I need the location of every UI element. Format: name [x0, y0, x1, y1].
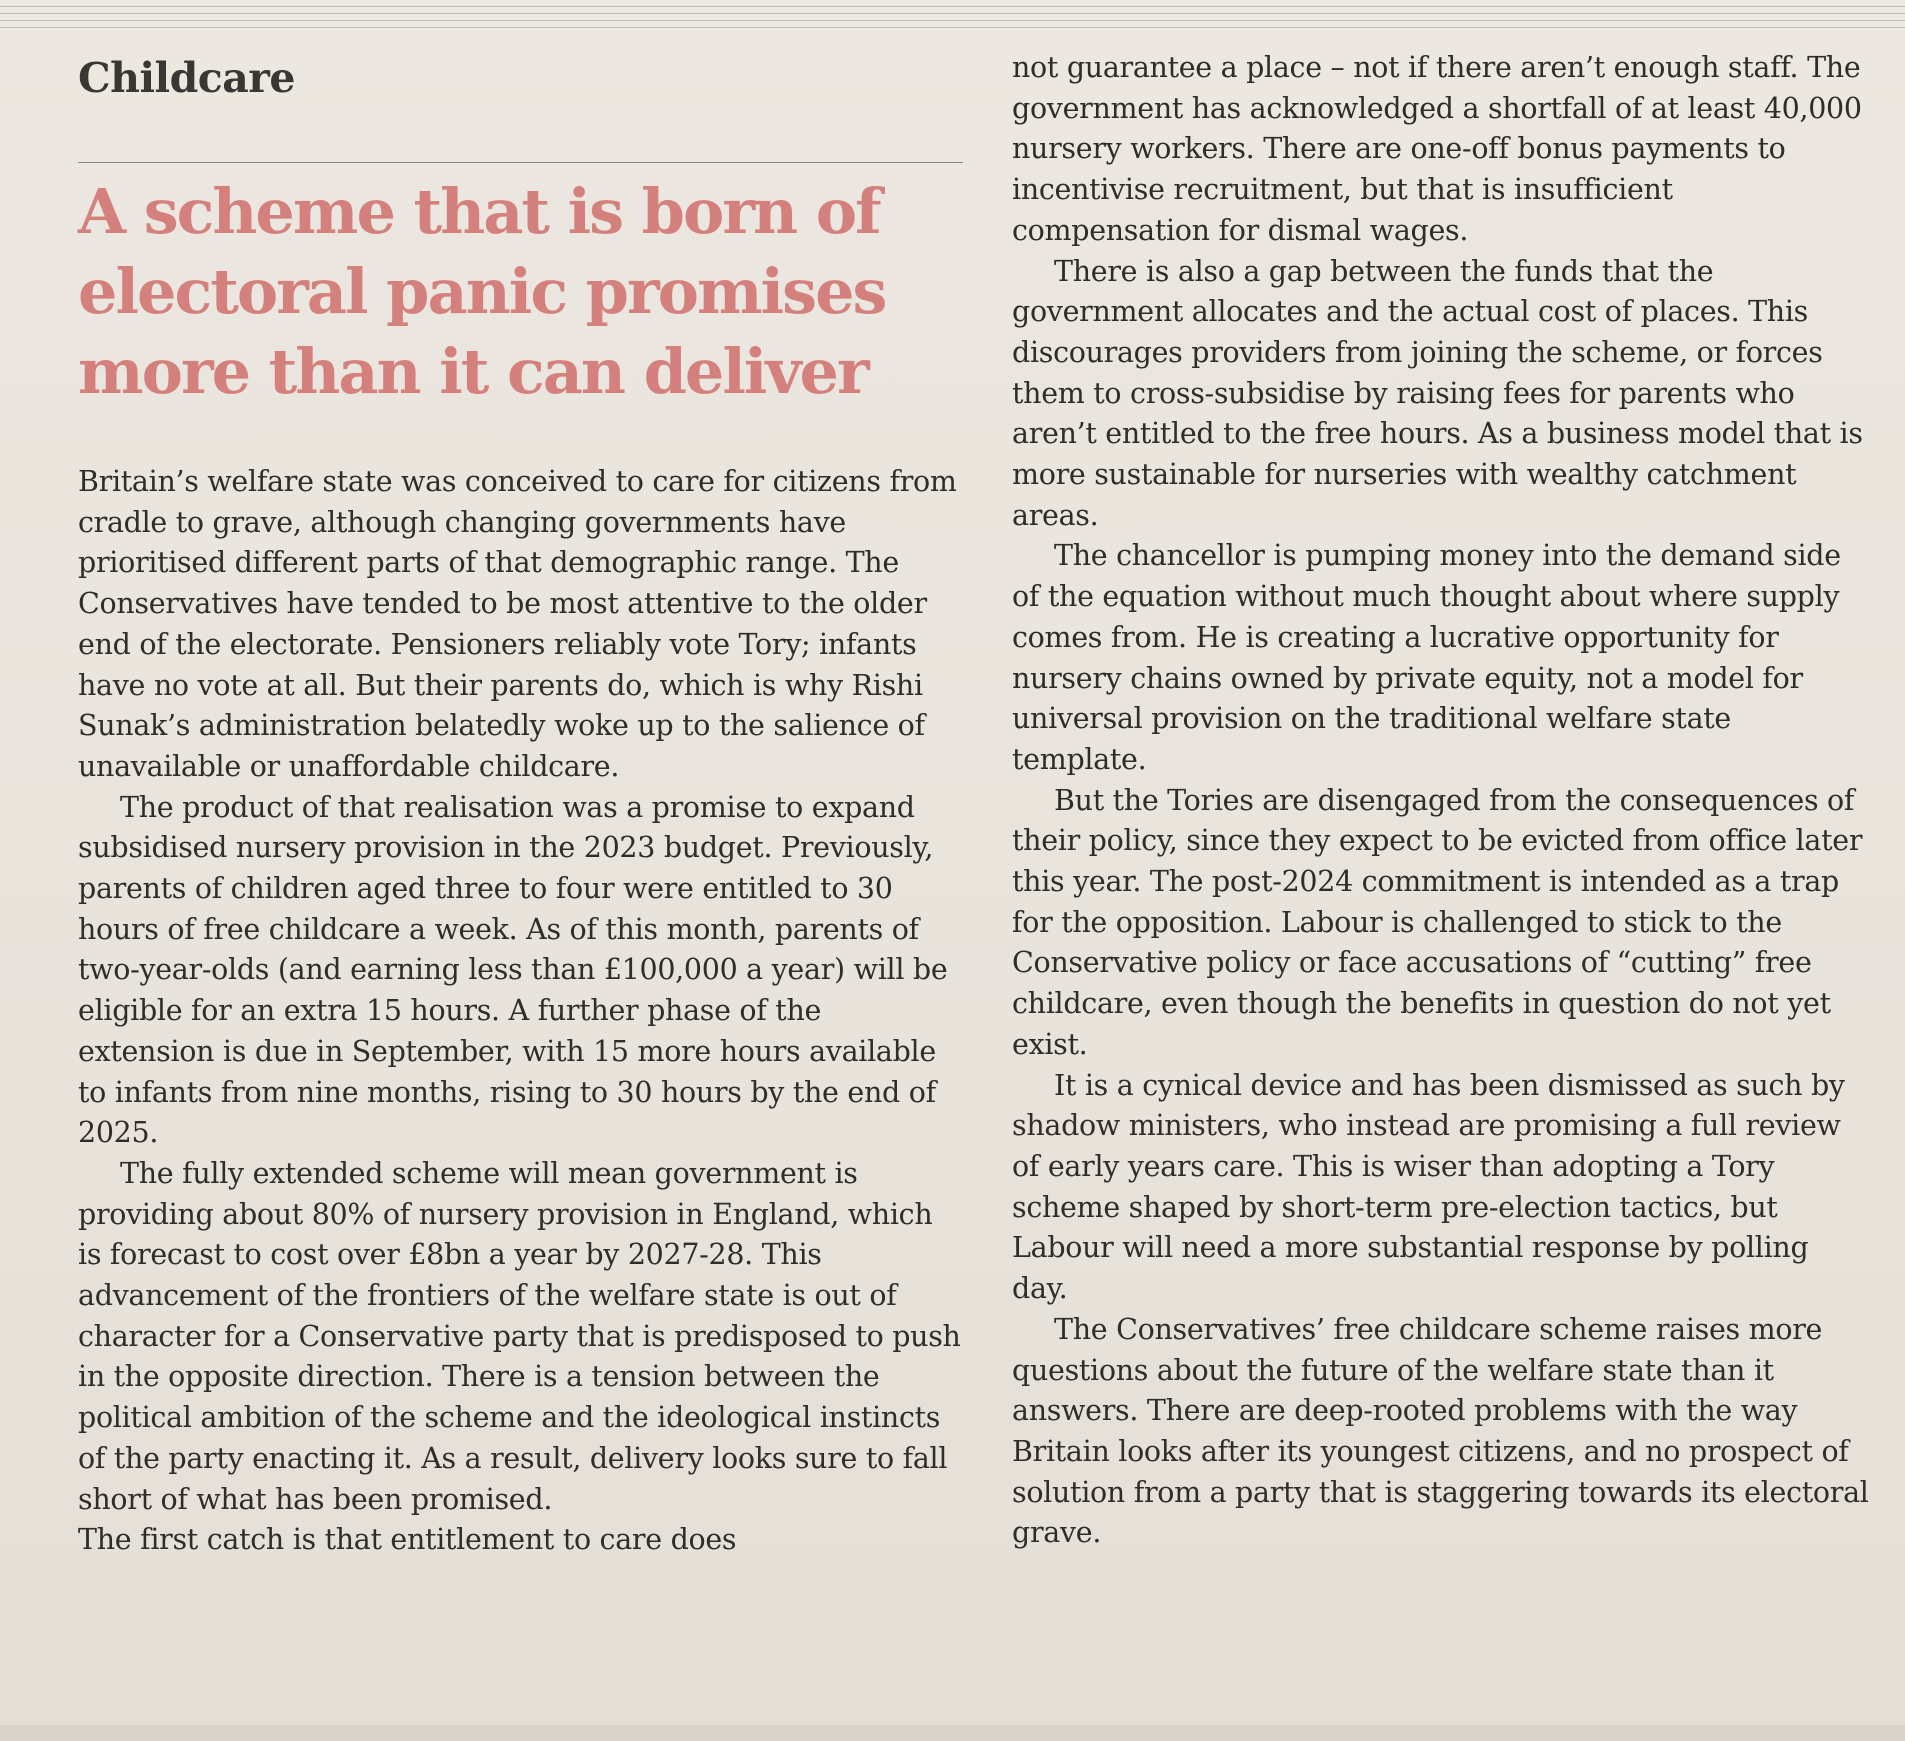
- paragraph: The product of that realisation was a promise to expand subsidised nursery provision in the 2023 budget. Previously, parents of children aged three to four were entitled to 30 hours of free childcare a week. As of this month, parents of two-year-olds (and earning less than £100,000 a year) will be eligible for an extra 15 hours. A further phase of the extension is due in September, with 15 more hours available to infants from nine months, rising to 30 hours by the end of 2025.: [78, 790, 948, 1150]
- paragraph: The Conservatives’ free childcare scheme raises more questions about the future of the welfare state than it answers. There are deep-rooted problems with the way Britain looks after its youngest citizens, and no prospect of solution from a party that is staggering towards its electoral grave.: [1012, 1312, 1869, 1550]
- page-bottom-edge: [0, 1725, 1905, 1741]
- paragraph: The chancellor is pumping money into the demand side of the equation without much thought about where supply comes from. He is creating a lucrative opportunity for nursery chains owned by private equity, not a model for universal provision on the traditional welfare state template.: [1012, 539, 1841, 776]
- headline-line: A scheme that is born of: [78, 175, 880, 248]
- paragraph: It is a cynical device and has been dismissed as such by shadow ministers, who instead are promising a full review of early years care. This is wiser than adopting a Tory scheme shaped by short-term pre-election tactics, but Labour will need a more substantial response by polling day.: [1012, 1068, 1845, 1306]
- paragraph: The fully extended scheme will mean government is providing about 80% of nursery provision in England, which is forecast to cost over £8bn a year by 2027-28. This advancement of the frontiers of the welfare state is out of character for a Conservative party that is predisposed to push in the opposite direction. There is a tension between the political ambition of the scheme and the ideological instincts of the party enacting it. As a result, delivery looks sure to fall short of what has been promised.: [78, 1156, 961, 1516]
- right-column: [1012, 48, 1870, 1554]
- paragraph: There is also a gap between the funds that the government allocates and the actual cost of places. This discourages providers from joining the scheme, or forces them to cross-subsidise by raising fees for parents who aren’t entitled to the free hours. As a business model that is more sustainable for nurseries with wealthy catchment areas.: [1012, 254, 1863, 532]
- headline: [78, 172, 963, 412]
- section-divider: [78, 162, 963, 163]
- paragraph: Britain’s welfare state was conceived to care for citizens from cradle to grave, although changing governments have prioritised different parts of that demographic range. The Conservatives have tended to be most attentive to the older end of the electorate. Pensioners reliably vote Tory; infants have no vote at all. But their parents do, which is why Rishi Sunak’s administration belatedly woke up to the salience of unavailable or unaffordable childcare.: [78, 465, 957, 783]
- headline-line: electoral panic promises: [78, 255, 886, 328]
- paragraph: The first catch is that entitlement to care does: [78, 1523, 737, 1557]
- top-rule-lines: [0, 0, 1905, 32]
- headline-line: more than it can deliver: [78, 335, 868, 408]
- paragraph: not guarantee a place – not if there aren’t enough staff. The government has acknowledged a shortfall of at least 40,000 nursery workers. There are one-off bonus payments to incentivise recruitment, but that is insufficient compensation for dismal wages.: [1012, 51, 1862, 247]
- section-label: Childcare: [78, 54, 295, 102]
- left-body-text: [78, 462, 963, 1561]
- paragraph: But the Tories are disengaged from the consequences of their policy, since they expect to be evicted from office later this year. The post-2024 commitment is intended as a trap for the opposition. Labour is challenged to stick to the Conservative policy or face accusations of “cutting” free childcare, even though the benefits in question do not yet exist.: [1012, 783, 1863, 1061]
